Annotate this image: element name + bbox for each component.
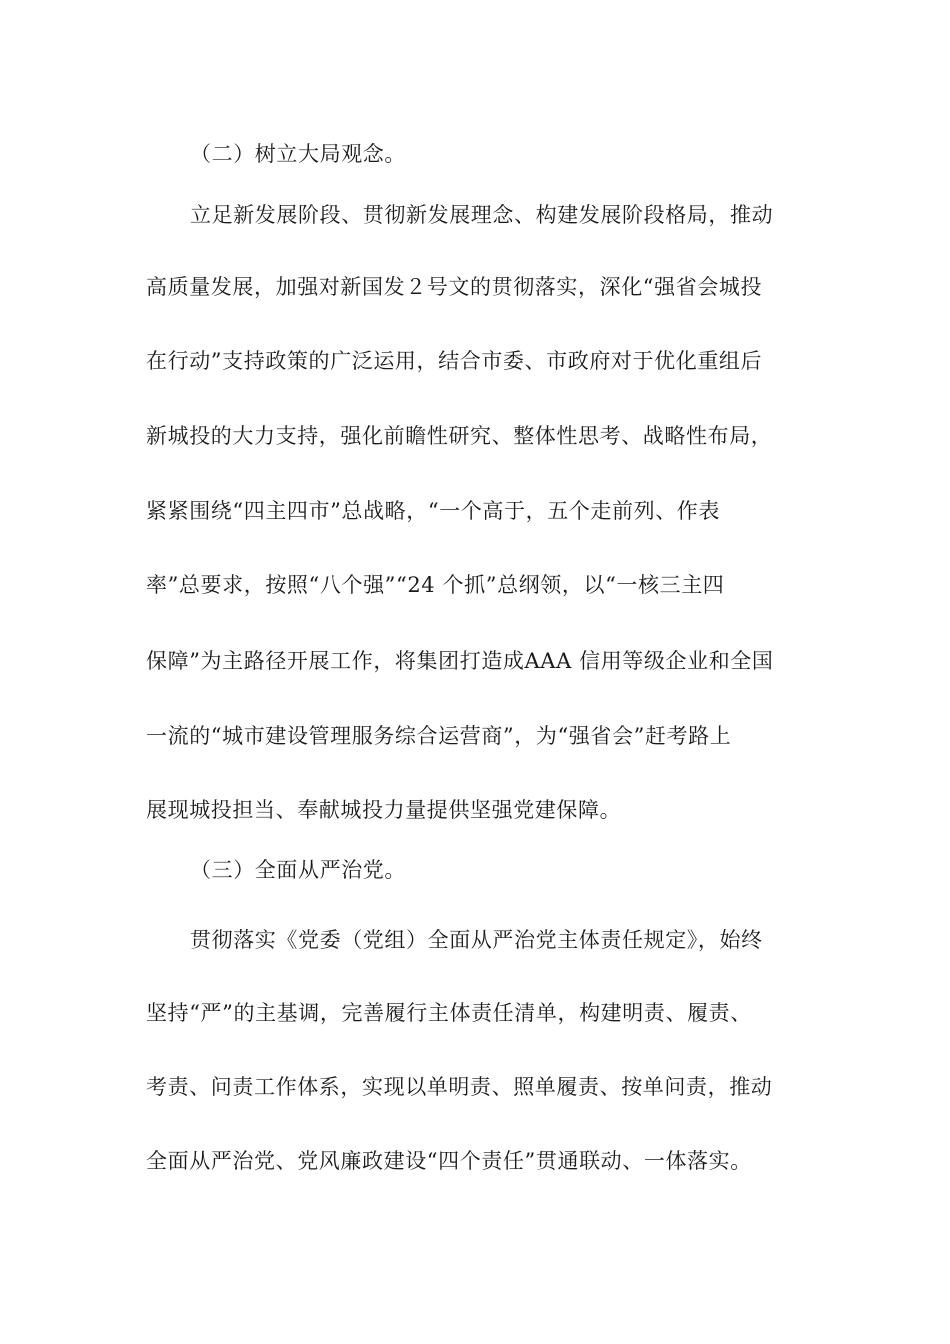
- section-heading-3: （三）全面从严治党。: [190, 858, 406, 882]
- paragraph-line: 紧紧围绕“四主四市”总战略，“一个高于，五个走前列、作表: [146, 499, 721, 523]
- paragraph-line: 新城投的大力支持，强化前瞻性研究、整体性思考、战略性布局，: [146, 424, 773, 448]
- paragraph-line: 全面从严治党、党风廉政建设“四个责任”贯通联动、一体落实。: [146, 1149, 752, 1173]
- paragraph-line: 率”总要求，按照“八个强”“24 个抓”总纲领，以“一核三主四: [146, 573, 725, 597]
- paragraph-line: 保障”为主路径开展工作，将集团打造成AAA 信用等级企业和全国: [146, 649, 774, 673]
- paragraph-line: 坚持“严”的主基调，完善履行主体责任清单，构建明责、履责、: [146, 1001, 752, 1025]
- paragraph-line: 高质量发展，加强对新国发２号文的贯彻落实，深化“强省会城投: [146, 275, 763, 299]
- section-heading-2: （二）树立大局观念。: [190, 142, 406, 166]
- paragraph-line: 贯彻落实《党委（党组）全面从严治党主体责任规定》，始终: [190, 928, 763, 952]
- paragraph-line: 立足新发展阶段、贯彻新发展理念、构建发展阶段格局，推动: [190, 203, 774, 227]
- paragraph-line: 在行动”支持政策的广泛运用，结合市委、市政府对于优化重组后: [146, 349, 763, 373]
- paragraph-line: 考责、问责工作体系，实现以单明责、照单履责、按单问责，推动: [146, 1075, 773, 1099]
- paragraph-line: 展现城投担当、奉献城投力量提供坚强党建保障。: [146, 798, 622, 822]
- paragraph-line: 一流的“城市建设管理服务综合运营商”，为“强省会”赶考路上: [146, 724, 732, 748]
